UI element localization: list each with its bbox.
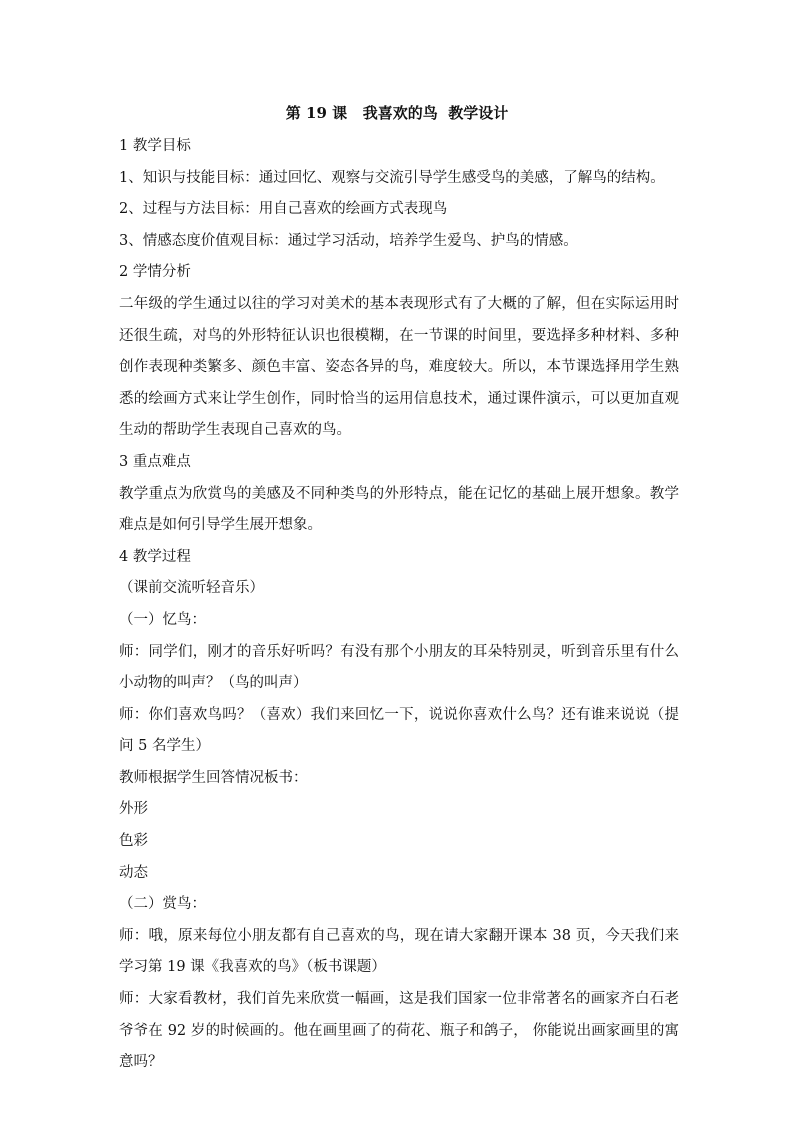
teacher-dialogue-1: 师：同学们，刚才的音乐好听吗？有没有那个小朋友的耳朵特别灵，听到音乐里有什么小动物的叫声？（鸟的叫声） <box>119 643 679 692</box>
learner-analysis-paragraph: 二年级的学生通过以往的学习对美术的基本表现形式有了大概的了解，但在实际运用时还很生疏，对鸟的外形特征认识也很模糊，在一节课的时间里，要选择多种材料、多种创作表现种类繁多、颜色丰富、姿态各异的鸟，难度较大。所以，本节课选择用学生熟悉的绘画方式来让学生创作，同时恰当的运用信息技术，通过课件演示，可以更加直观生动的帮助学生表现自己喜欢的鸟。 <box>119 295 679 439</box>
key-points-paragraph: 教学重点为欣赏鸟的美感及不同种类鸟的外形特点，能在记忆的基础上展开想象。教学难点是如何引导学生展开想象。 <box>119 485 679 534</box>
teacher-dialogue-3: 师：哦，原来每位小朋友都有自己喜欢的鸟，现在请大家翻开课本 38 页，今天我们来学习第 19 课《我喜欢的鸟》（板书课题） <box>119 927 679 976</box>
section-heading-objectives: 1 教学目标 <box>119 138 191 154</box>
board-writing-note: 教师根据学生回答情况板书： <box>119 769 308 786</box>
board-item-color: 色彩 <box>119 833 148 850</box>
objective-process-method: 2、过程与方法目标：用自己喜欢的绘画方式表现鸟 <box>119 201 448 218</box>
section-heading-key-points: 3 重点难点 <box>119 453 191 470</box>
board-item-motion: 动态 <box>119 864 148 881</box>
board-item-shape: 外形 <box>119 801 148 818</box>
objective-knowledge-skills: 1、知识与技能目标：通过回忆、观察与交流引导学生感受鸟的美感，了解鸟的结构。 <box>119 169 665 186</box>
section-heading-learner-analysis: 2 学情分析 <box>119 264 191 281</box>
teacher-dialogue-2: 师：你们喜欢鸟吗？（喜欢）我们来回忆一下，说说你喜欢什么鸟？还有谁来说说（提问 5 名学生） <box>119 706 679 755</box>
pre-class-note: （课前交流听轻音乐） <box>119 580 264 597</box>
objective-emotion-values: 3、情感态度价值观目标：通过学习活动，培养学生爱鸟、护鸟的情感。 <box>119 232 578 249</box>
document-title: 第 19 课 我喜欢的鸟 教学设计 <box>285 104 509 122</box>
section-heading-teaching-process: 4 教学过程 <box>119 548 191 565</box>
step-heading-appreciate: （二）赏鸟： <box>119 896 206 913</box>
step-heading-recall: （一）忆鸟： <box>119 611 206 628</box>
teacher-dialogue-4: 师：大家看教材，我们首先来欣赏一幅画，这是我们国家一位非常著名的画家齐白石老爷爷在 92 岁的时候画的。他在画里画了的荷花、瓶子和鸽子， 你能说出画家画里的寓意吗？ <box>119 991 679 1071</box>
document-body <box>119 131 679 1079</box>
